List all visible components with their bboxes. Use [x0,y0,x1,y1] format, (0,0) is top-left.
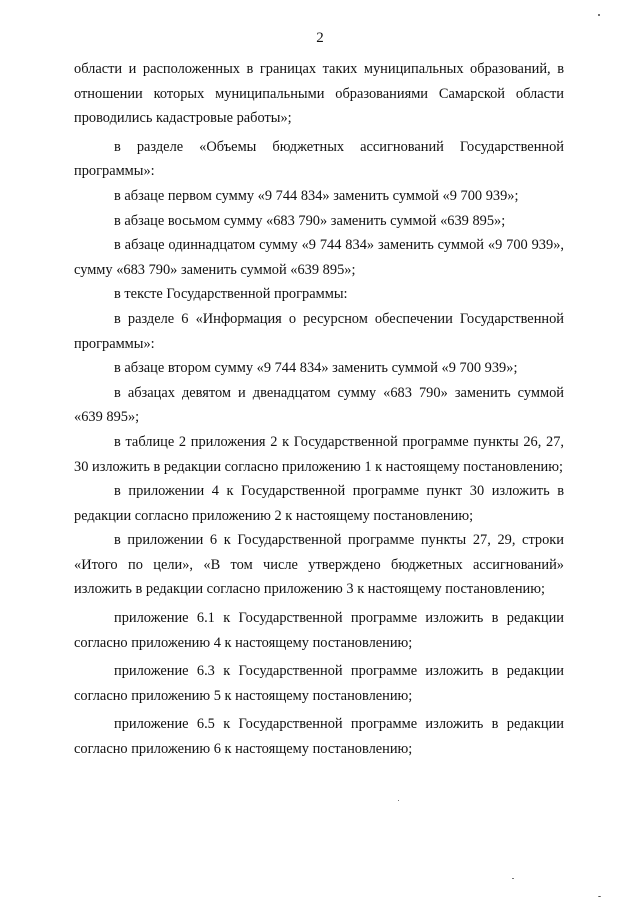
paragraph: в приложении 6 к Государственной программе пункты 27, 29, строки «Итого по цели», «В том числе утверждено бюджетных ассигнований» изложить в редакции согласно приложению 3 к настоящему постановлению; [74,532,564,598]
paragraph: в разделе 6 «Информация о ресурсном обеспечении Государственной программы»: [74,310,564,352]
paragraph: в таблице 2 приложения 2 к Государственной программе пункты 26, 27, 30 изложить в редакции согласно приложению 1 к настоящему постановлению; [74,433,564,475]
paragraph: приложение 6.3 к Государственной программе изложить в редакции согласно приложению 5 к настоящему постановлению; [74,663,564,704]
paragraph: в абзаце первом сумму «9 744 834» заменить суммой «9 700 939»; [114,187,519,204]
paragraph: в абзаце втором сумму «9 744 834» заменить суммой «9 700 939»; [114,360,518,377]
page-number: 2 [316,30,324,46]
paragraph-continuation: области и расположенных в границах таких муниципальных образований, в отношении которых муниципальными образованиями Самарской области проводились кадастровые работы»; [74,61,564,127]
paragraph: приложение 6.5 к Государственной программе изложить в редакции согласно приложению 6 к настоящему постановлению; [74,716,564,758]
paragraph: в абзаце восьмом сумму «683 790» заменить суммой «639 895»; [114,212,506,229]
paragraph: в абзаце одиннадцатом сумму «9 744 834» заменить суммой «9 700 939», сумму «683 790» заменить суммой «639 895»; [74,237,564,278]
paragraph: в приложении 4 к Государственной программе пункт 30 изложить в редакции согласно приложению 2 к настоящему постановлению; [74,483,564,524]
scan-speck [398,800,399,801]
scan-speck [512,878,514,879]
paragraph: в абзацах девятом и двенадцатом сумму «683 790» заменить суммой «639 895»; [74,384,564,426]
paragraph: в разделе «Объемы бюджетных ассигнований Государственной программы»: [74,138,564,180]
document-body [74,57,564,762]
paragraph: приложение 6.1 к Государственной программе изложить в редакции согласно приложению 4 к настоящему постановлению; [74,610,564,651]
scan-speck [598,896,601,897]
scan-speck [598,14,600,16]
paragraph: в тексте Государственной программы: [114,286,348,303]
